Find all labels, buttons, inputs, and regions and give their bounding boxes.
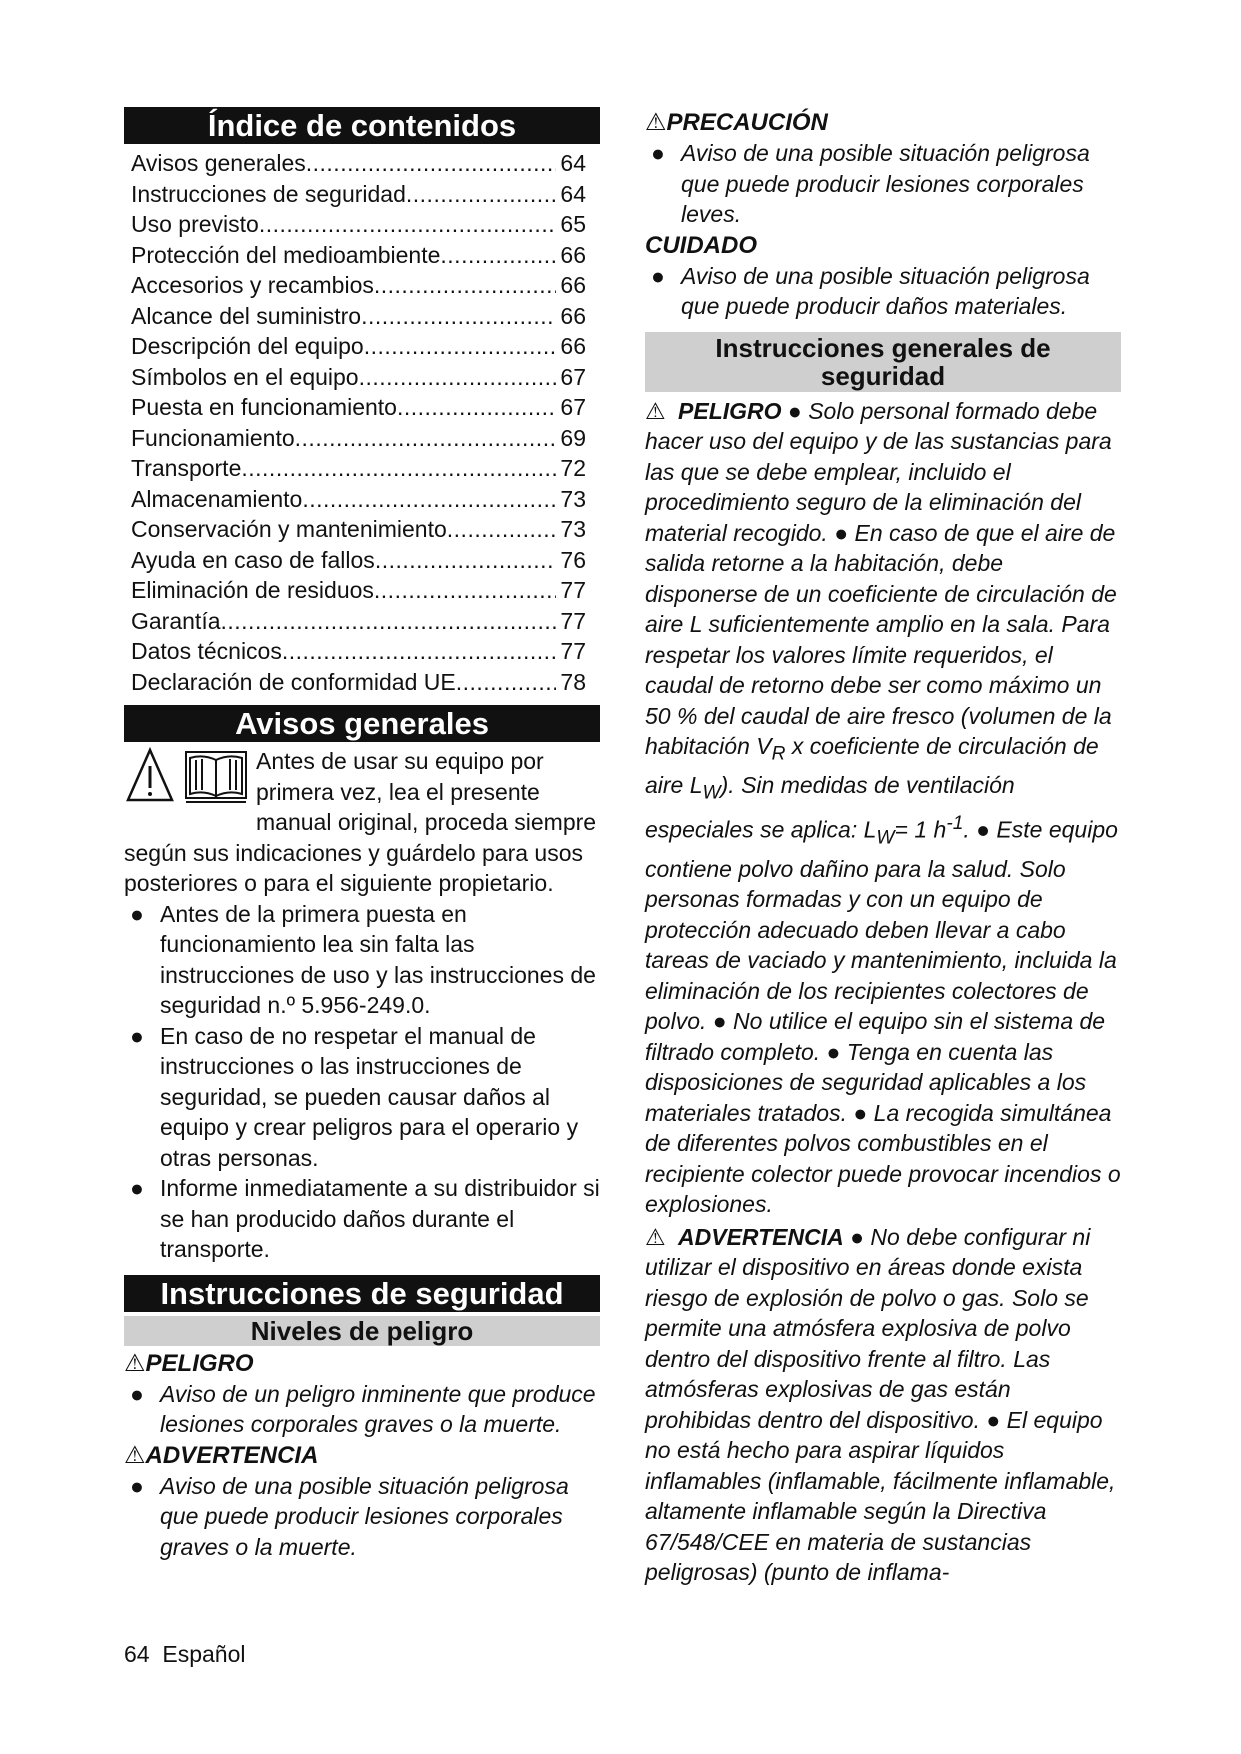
safety-title: Instrucciones de seguridad xyxy=(124,1275,600,1312)
advertencia-paragraph xyxy=(645,1222,1121,1588)
toc-entry[interactable] xyxy=(131,392,586,423)
footer-language: Español xyxy=(162,1641,246,1667)
bullet-dot: ● xyxy=(130,1175,144,1201)
toc-entry-page: 77 xyxy=(560,607,586,634)
page-number: 64 xyxy=(124,1641,150,1667)
hazard-level-name: PRECAUCIÓN xyxy=(666,109,828,136)
warning-triangle-icon: ⚠ xyxy=(124,1441,146,1469)
toc-leader xyxy=(361,301,556,332)
general-safety-title: Instrucciones generales de seguridad xyxy=(645,332,1121,392)
bullet-text: Informe inmediatamente a su distribuidor si se han producido daños durante el transporte. xyxy=(160,1175,600,1262)
toc-leader xyxy=(456,667,557,698)
toc-entry[interactable] xyxy=(131,545,586,576)
hazard-level-name: CUIDADO xyxy=(645,231,757,259)
bullet-dot: ● xyxy=(651,140,665,166)
hazard-levels-title: Niveles de peligro xyxy=(124,1316,600,1346)
toc-leader xyxy=(440,240,556,271)
toc-entry-title: Garantía xyxy=(131,607,221,634)
toc-entry-page: 66 xyxy=(560,241,586,268)
hazard-level-label xyxy=(645,107,1121,138)
toc-title: Índice de contenidos xyxy=(124,107,600,144)
toc-entry-title: Almacenamiento xyxy=(131,485,303,512)
toc-leader xyxy=(302,484,556,515)
peligro-label: PELIGRO xyxy=(678,397,782,424)
hazard-level-label xyxy=(124,1440,600,1471)
toc-entry-page: 66 xyxy=(560,302,586,329)
toc-entry-page: 67 xyxy=(560,363,586,390)
toc-entry-title: Puesta en funcionamiento xyxy=(131,394,397,420)
toc-entry-page: 69 xyxy=(560,424,586,451)
bullet-dot: ● xyxy=(651,262,665,289)
page-footer xyxy=(124,1641,246,1668)
toc-entry-title: Accesorios y recambios xyxy=(131,272,374,298)
toc-entry-page: 73 xyxy=(560,485,586,512)
bullet-dot: ● xyxy=(130,900,144,927)
toc-entry[interactable] xyxy=(131,484,586,515)
general-intro xyxy=(124,746,600,899)
general-bullets xyxy=(124,899,600,1265)
bullet-text: En caso de no respetar el manual de instrucciones o las instrucciones de seguridad, se pueden causar daños al equipo y crear peligros para el operario y otras personas. xyxy=(160,1022,579,1171)
toc-entry[interactable] xyxy=(131,514,586,545)
toc-leader xyxy=(259,209,557,240)
toc-entry-page: 77 xyxy=(560,638,586,664)
hazard-level-name: PELIGRO xyxy=(145,1349,254,1377)
toc-entry-title: Conservación y mantenimiento xyxy=(131,516,447,542)
toc-entry-page: 67 xyxy=(560,394,586,420)
warning-triangle-icon: ⚠ xyxy=(124,1349,146,1377)
peligro-paragraph xyxy=(645,396,1121,1220)
toc-entry-page: 64 xyxy=(560,180,586,207)
toc-leader xyxy=(374,270,557,301)
toc-list xyxy=(124,148,600,697)
toc-entry-page: 76 xyxy=(560,546,586,573)
hazard-level-text: Aviso de un peligro inminente que produce lesiones corporales graves o la muerte. xyxy=(160,1380,596,1437)
toc-entry[interactable] xyxy=(131,575,586,606)
advertencia-label: ADVERTENCIA xyxy=(678,1223,844,1250)
subscript-r: R xyxy=(771,743,786,765)
toc-entry[interactable] xyxy=(131,453,586,484)
toc-entry[interactable] xyxy=(131,270,586,301)
toc-entry[interactable] xyxy=(131,362,586,393)
toc-entry-page: 78 xyxy=(560,668,586,695)
toc-entry[interactable] xyxy=(131,606,586,637)
hazard-level-text: Aviso de una posible situación peligrosa que puede producir lesiones corporales graves o la muerte. xyxy=(160,1472,569,1560)
toc-entry-title: Datos técnicos xyxy=(131,638,282,664)
peligro-text-5: . ● Este equipo contiene polvo dañino para la salud. Solo personas formadas y con un equipo de protección adecuado deben llevar a cabo tareas de vaciado y mantenimiento, incluida la eliminación de los recipientes colectores de polvo. ● No utilice el equipo sin el sistema de filtrado completo. ● Tenga en cuenta las disposiciones de seguridad aplicables a los materiales tratados. ● La recogida simultánea de diferentes polvos combustibles en el recipiente colector puede provocar incendios o explosiones. xyxy=(645,816,1121,1218)
toc-entry-page: 65 xyxy=(560,211,586,237)
hazard-level-description xyxy=(124,1471,600,1563)
toc-leader xyxy=(447,514,557,545)
toc-leader xyxy=(375,545,557,576)
toc-entry-title: Alcance del suministro xyxy=(131,302,362,329)
toc-entry[interactable] xyxy=(131,148,586,179)
toc-leader xyxy=(359,362,557,393)
toc-entry-page: 66 xyxy=(560,333,586,359)
peligro-text: ● Solo personal formado debe hacer uso del equipo y de las sustancias para las que se debe emplear, incluido el procedimiento seguro de la eliminación del material recogido. ● En caso de que el aire de salida retorne a la habitación, debe disponerse de un coeficiente de circulación de aire L suficientemente amplio en la sala. Para respetar los valores límite requeridos, el caudal de retorno debe ser como máximo un 50 % del caudal de aire fresco (volumen de la habitación V xyxy=(645,397,1117,759)
bullet-dot: ● xyxy=(130,1022,144,1049)
subscript-w: W xyxy=(702,782,721,804)
general-intro-text: Antes de usar su equipo por primera vez, lea el presente manual original, proceda siempre según sus indicaciones y guárdelo para usos posteriores o para el siguiente propietario. xyxy=(124,748,597,896)
toc-entry[interactable] xyxy=(131,331,586,362)
hazard-levels-left xyxy=(124,1348,600,1563)
warning-triangle-icon: ⚠ xyxy=(645,109,667,136)
hazard-level-name: ADVERTENCIA xyxy=(145,1441,319,1469)
hazard-level-description xyxy=(124,1379,600,1440)
toc-entry-title: Ayuda en caso de fallos xyxy=(131,546,375,573)
superscript-minus-one: -1 xyxy=(946,813,964,835)
toc-entry-title: Descripción del equipo xyxy=(131,333,364,359)
toc-entry-title: Transporte xyxy=(131,455,242,481)
toc-entry[interactable] xyxy=(131,179,586,210)
bullet-item xyxy=(124,899,600,1021)
warning-triangle-icon xyxy=(124,746,252,808)
toc-entry[interactable] xyxy=(131,240,586,271)
hazard-level-description xyxy=(645,138,1121,230)
toc-leader xyxy=(282,636,557,667)
toc-entry-title: Eliminación de residuos xyxy=(131,577,374,603)
subscript-w2: W xyxy=(876,827,895,849)
warning-triangle-icon: ⚠ xyxy=(645,1223,666,1250)
advertencia-text: ● No debe configurar ni utilizar el dispositivo en áreas donde exista riesgo de explosión de polvo o gas. Solo se permite una atmósfera explosiva de polvo dentro del dispositivo frente al filtro. Las atmósferas explosivas de gas están prohibidas dentro del dispositivo. ● El equipo no está hecho para aspirar líquidos inflamables (inflamable, fácilmente inflamable, altamente inflamable según la Directiva 67/548/CEE en materia de sustancias peligrosas) (punto de inflama- xyxy=(645,1223,1116,1586)
toc-entry-title: Instrucciones de seguridad xyxy=(131,180,406,207)
peligro-text-4: = 1 h xyxy=(894,816,947,843)
toc-entry-title: Declaración de conformidad UE xyxy=(131,668,456,695)
toc-entry[interactable] xyxy=(131,667,586,698)
toc-entry-title: Uso previsto xyxy=(131,211,259,237)
bullet-dot: ● xyxy=(130,1472,144,1499)
hazard-level-label xyxy=(645,230,1121,261)
intro-icons xyxy=(124,746,252,808)
peligro-text-2: x coeficiente de circulación de aire L xyxy=(645,733,1099,799)
toc-leader xyxy=(221,606,557,637)
hazard-level-label xyxy=(124,1348,600,1379)
toc-entry[interactable] xyxy=(131,423,586,454)
toc-leader xyxy=(364,331,557,362)
bullet-text: Antes de la primera puesta en funcionamiento lea sin falta las instrucciones de uso y las instrucciones de seguridad n.º 5.956-249.0. xyxy=(160,900,596,1018)
warning-triangle-icon: ⚠ xyxy=(645,397,666,424)
right-column xyxy=(645,107,1121,1588)
hazard-level-description xyxy=(645,261,1121,322)
toc-entry-title: Funcionamiento xyxy=(131,424,295,451)
toc-entry[interactable] xyxy=(131,301,586,332)
toc-entry-title: Símbolos en el equipo xyxy=(131,363,359,390)
manual-book-icon xyxy=(186,752,246,802)
toc-leader xyxy=(295,423,557,454)
toc-entry[interactable] xyxy=(131,209,586,240)
peligro-text-3: ). Sin medidas de ventilación especiales se aplica: L xyxy=(645,772,1015,843)
toc-entry-page: 66 xyxy=(560,272,586,298)
toc-leader xyxy=(406,179,557,210)
hazard-level-text: Aviso de una posible situación peligrosa que puede producir lesiones corporales leves. xyxy=(681,140,1090,227)
toc-entry-title: Avisos generales xyxy=(131,150,306,176)
toc-leader xyxy=(374,575,557,606)
hazard-level-text: Aviso de una posible situación peligrosa que puede producir daños materiales. xyxy=(681,262,1090,319)
toc-entry-page: 72 xyxy=(560,455,586,481)
bullet-item xyxy=(124,1021,600,1174)
toc-entry-page: 73 xyxy=(560,516,586,542)
toc-entry[interactable] xyxy=(131,636,586,667)
toc-leader xyxy=(397,392,556,423)
toc-entry-page: 77 xyxy=(560,577,586,603)
toc-leader xyxy=(241,453,556,484)
toc-entry-page: 64 xyxy=(560,150,586,176)
toc-leader xyxy=(306,148,557,179)
bullet-dot: ● xyxy=(130,1380,144,1407)
hazard-levels-right xyxy=(645,107,1121,322)
general-notices-title: Avisos generales xyxy=(124,705,600,742)
toc-entry-title: Protección del medioambiente xyxy=(131,241,441,268)
left-column xyxy=(124,107,600,1562)
bullet-item xyxy=(124,1173,600,1265)
